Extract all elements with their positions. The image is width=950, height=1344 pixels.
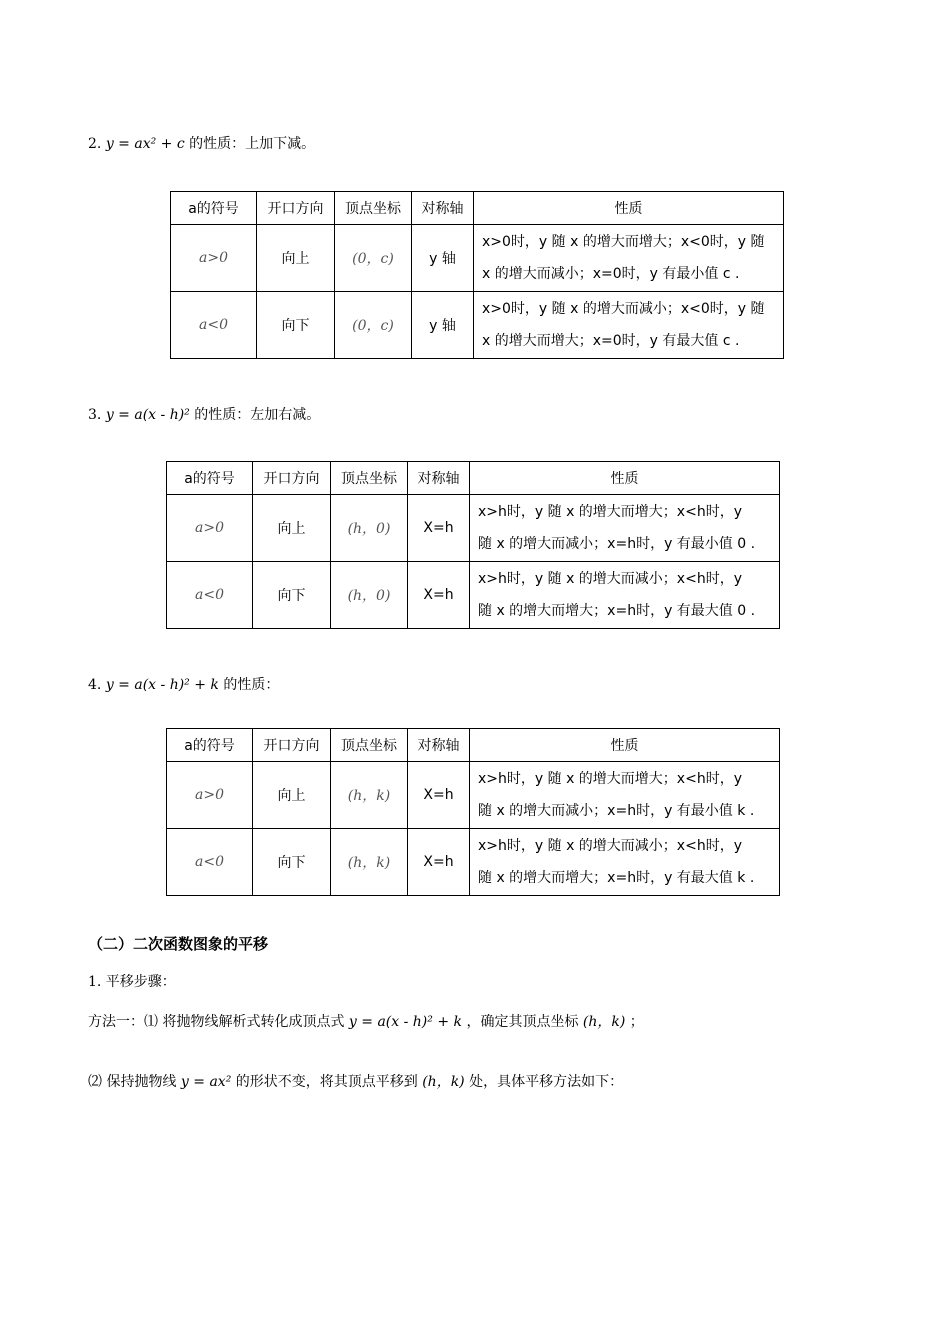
table-row — [167, 762, 780, 829]
cell-property — [474, 225, 784, 292]
table-row — [171, 225, 784, 292]
formula: y = a(x - h)² + k — [348, 1014, 462, 1030]
cell-opening: 向上 — [253, 762, 331, 829]
cell-vertex: (0，c) — [335, 225, 412, 292]
cell-vertex: (h，k) — [331, 762, 408, 829]
cell-sign: a<0 — [167, 562, 253, 629]
cell-opening: 向下 — [257, 292, 335, 359]
header-opening: 开口方向 — [253, 729, 331, 762]
property-line: x 的增大而减小；x=0时，y 有最小值 c . — [482, 266, 740, 282]
header-axis: 对称轴 — [412, 192, 474, 225]
header-property: 性质 — [474, 192, 784, 225]
cell-opening: 向下 — [253, 829, 331, 896]
property-line: x>h时，y 随 x 的增大而减小；x<h时，y — [478, 838, 742, 854]
cell-axis: X=h — [408, 829, 470, 896]
cell-opening: 向上 — [257, 225, 335, 292]
property-table-3 — [166, 728, 780, 896]
property-line: x>h时，y 随 x 的增大而增大；x<h时，y — [478, 771, 742, 787]
formula: y = ax² + c — [105, 136, 185, 152]
header-opening: 开口方向 — [257, 192, 335, 225]
header-axis: 对称轴 — [408, 462, 470, 495]
vertex: (h，k) — [422, 1074, 465, 1090]
property-line: 随 x 的增大而增大；x=h时，y 有最大值 k . — [478, 870, 755, 886]
cell-vertex: (0，c) — [335, 292, 412, 359]
cell-axis: X=h — [408, 495, 470, 562]
header-property: 性质 — [470, 462, 780, 495]
cell-property — [470, 829, 780, 896]
cell-sign: a<0 — [167, 829, 253, 896]
header-vertex: 顶点坐标 — [335, 192, 412, 225]
formula: y = ax² — [180, 1074, 232, 1090]
table-header — [167, 729, 780, 762]
section-heading: （二）二次函数图象的平移 — [88, 935, 269, 953]
cell-property — [470, 562, 780, 629]
header-sign: a的符号 — [167, 462, 253, 495]
cell-sign: a>0 — [167, 762, 253, 829]
table-row — [167, 495, 780, 562]
section-text: 的性质： — [223, 677, 280, 693]
method-text: ⑵ 保持抛物线 — [88, 1074, 177, 1090]
header-sign: a的符号 — [171, 192, 257, 225]
header-vertex: 顶点坐标 — [331, 462, 408, 495]
table-row — [171, 292, 784, 359]
section-2-title — [88, 134, 315, 154]
table-row — [167, 829, 780, 896]
cell-sign: a>0 — [167, 495, 253, 562]
cell-vertex: (h，0) — [331, 495, 408, 562]
property-line: x>h时，y 随 x 的增大而增大；x<h时，y — [478, 504, 742, 520]
section-number: 2. — [88, 136, 102, 152]
cell-vertex: (h，0) — [331, 562, 408, 629]
property-table-2 — [166, 461, 780, 629]
section-number: 3. — [88, 407, 102, 423]
section-text: 的性质：上加下减。 — [189, 136, 316, 152]
section-number: 4. — [88, 677, 102, 693]
formula: y = a(x - h)² — [105, 407, 190, 423]
method-text: 处，具体平移方法如下： — [469, 1074, 624, 1090]
method-text: ； — [629, 1014, 644, 1030]
cell-property — [470, 495, 780, 562]
table-header — [167, 462, 780, 495]
cell-property — [474, 292, 784, 359]
formula: y = a(x - h)² + k — [105, 677, 219, 693]
cell-opening: 向下 — [253, 562, 331, 629]
method-text: ，确定其顶点坐标 — [466, 1014, 579, 1030]
header-axis: 对称轴 — [408, 729, 470, 762]
vertex: (h，k) — [582, 1014, 626, 1030]
property-line: 随 x 的增大而减小；x=h时，y 有最小值 k . — [478, 803, 755, 819]
property-line: x>0时，y 随 x 的增大而增大；x<0时，y 随 — [482, 234, 765, 250]
cell-opening: 向上 — [253, 495, 331, 562]
property-line: x>h时，y 随 x 的增大而减小；x<h时，y — [478, 571, 742, 587]
cell-axis: X=h — [408, 762, 470, 829]
method-1 — [88, 1012, 644, 1032]
section-text: 的性质：左加右减。 — [194, 407, 321, 423]
header-opening: 开口方向 — [253, 462, 331, 495]
property-line: 随 x 的增大而增大；x=h时，y 有最大值 0 . — [478, 603, 756, 619]
cell-axis: X=h — [408, 562, 470, 629]
property-table-1 — [170, 191, 784, 359]
cell-property — [470, 762, 780, 829]
method-text: 的形状不变，将其顶点平移到 — [235, 1074, 418, 1090]
cell-axis: y 轴 — [412, 292, 474, 359]
cell-sign: a<0 — [171, 292, 257, 359]
cell-vertex: (h，k) — [331, 829, 408, 896]
method-2 — [88, 1072, 623, 1092]
property-line: x>0时，y 随 x 的增大而减小；x<0时，y 随 — [482, 301, 765, 317]
table-header — [171, 192, 784, 225]
section-4-title — [88, 675, 279, 695]
section-3-title — [88, 405, 320, 425]
method-text: 方法一：⑴ 将抛物线解析式转化成顶点式 — [88, 1014, 345, 1030]
property-line: x 的增大而增大；x=0时，y 有最大值 c . — [482, 333, 740, 349]
header-sign: a的符号 — [167, 729, 253, 762]
step-title: 1. 平移步骤： — [88, 974, 176, 990]
header-property: 性质 — [470, 729, 780, 762]
property-line: 随 x 的增大而减小；x=h时，y 有最小值 0 . — [478, 536, 756, 552]
table-row — [167, 562, 780, 629]
header-vertex: 顶点坐标 — [331, 729, 408, 762]
cell-sign: a>0 — [171, 225, 257, 292]
cell-axis: y 轴 — [412, 225, 474, 292]
